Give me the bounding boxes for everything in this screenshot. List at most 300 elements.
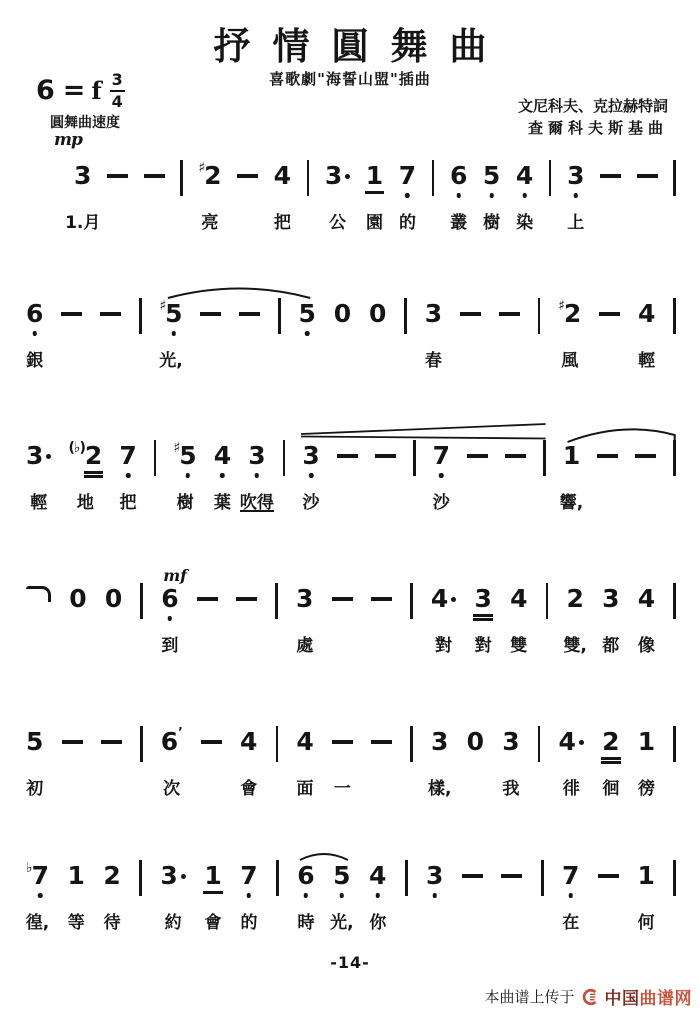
note-number: 2 <box>563 299 582 328</box>
note-token <box>562 862 579 932</box>
crescendo-hairpin <box>301 424 546 439</box>
note-number: 4 <box>637 299 656 328</box>
note-number: 0 <box>333 299 352 328</box>
duration-dash <box>505 454 526 458</box>
time-denominator: 4 <box>111 91 123 111</box>
note-token <box>103 862 120 932</box>
barline-stroke <box>307 160 310 196</box>
dash-token <box>460 300 481 370</box>
note-number: 3 <box>296 584 314 613</box>
rest-token <box>467 728 484 798</box>
lyric-text: 雙 <box>510 636 528 656</box>
note-number: 1 <box>67 861 85 890</box>
lyric-text: 對 <box>474 636 492 656</box>
barline-stroke <box>276 860 279 896</box>
duration-dash <box>332 597 353 601</box>
barline-stroke <box>276 726 279 762</box>
note-number: 3 <box>502 727 520 756</box>
lyric-text: 地 <box>76 493 94 513</box>
lyric-text: 的 <box>398 213 416 233</box>
dash-token <box>600 162 621 232</box>
dash-token <box>237 162 258 232</box>
accidental: ♭ <box>26 860 32 876</box>
dash-token <box>371 585 392 655</box>
uploader-credit <box>484 984 692 1009</box>
note-number: 1 <box>365 161 384 190</box>
duration-dash <box>462 874 483 878</box>
barline-stroke <box>673 160 676 196</box>
barline <box>139 862 142 932</box>
barline-stroke <box>541 860 544 896</box>
duration-dot <box>46 454 51 459</box>
music-system <box>26 420 676 524</box>
rest-token <box>105 585 122 655</box>
dash-token <box>332 585 353 655</box>
accidental: (♭) <box>68 440 85 456</box>
low-octave-dot <box>304 893 309 898</box>
note-number: 7 <box>433 442 450 470</box>
barline <box>139 300 142 370</box>
barline <box>180 162 183 232</box>
lyric-text: 對 <box>435 636 453 656</box>
note-number: 7 <box>399 162 416 190</box>
note-token <box>502 728 519 798</box>
note-token <box>198 162 221 232</box>
note-number: 4 <box>369 862 386 890</box>
barline-stroke <box>546 583 549 619</box>
duration-dash <box>200 312 221 316</box>
barline <box>543 442 546 512</box>
note-number: 2 <box>103 861 121 890</box>
note-number: 4 <box>214 442 231 470</box>
note-token <box>325 162 350 232</box>
note-number: 1 <box>204 861 222 890</box>
low-octave-dot <box>126 473 131 478</box>
key-note: 6 <box>36 75 55 107</box>
barline <box>404 300 407 370</box>
barline-stroke <box>278 298 281 334</box>
low-octave-dot <box>456 193 461 198</box>
music-system <box>65 140 676 244</box>
low-octave-dot <box>340 893 345 898</box>
note-number: 7 <box>562 862 579 890</box>
lyric-text: 公 <box>329 213 347 233</box>
lyric-text: 光, <box>330 913 354 933</box>
note-token <box>26 300 43 370</box>
low-octave-dot <box>255 473 260 478</box>
music-system <box>26 563 676 667</box>
note-token <box>366 162 383 232</box>
lyric-text: 銀 <box>26 351 44 371</box>
dash-token <box>100 300 121 370</box>
low-octave-dot <box>168 616 173 621</box>
duration-dash <box>375 454 396 458</box>
lyric-text: 徬 <box>637 779 655 799</box>
barline-stroke <box>673 298 676 334</box>
duration-dash <box>501 874 522 878</box>
note-number: 4 <box>296 727 314 756</box>
note-token <box>399 162 416 232</box>
duration-dash <box>599 312 620 316</box>
duration-dash <box>236 597 257 601</box>
note-number: 3 <box>26 441 44 470</box>
note-number: 5 <box>26 727 44 756</box>
note-number: 0 <box>104 584 123 613</box>
lyric-text: 光, <box>159 351 183 371</box>
barline-stroke <box>405 860 408 896</box>
dash-token <box>637 162 658 232</box>
note-number: 3 <box>602 584 620 613</box>
dash-token <box>61 300 82 370</box>
note-token <box>204 862 221 932</box>
note-number: 4 <box>637 584 656 613</box>
note-token <box>433 442 450 512</box>
note-number: 3 <box>160 861 178 890</box>
dash-token <box>467 442 488 512</box>
lyric-text: 春 <box>424 351 442 371</box>
duration-dash <box>371 597 392 601</box>
note-token <box>299 300 316 370</box>
note-number: 5 <box>179 442 196 470</box>
lyric-text: 葉 <box>213 493 231 513</box>
note-number: 3 <box>74 161 92 190</box>
equals-sign: = <box>62 75 84 107</box>
lyric-text: 雙, <box>563 636 587 656</box>
tempo-marking: 圓舞曲速度 <box>50 115 120 131</box>
note-number: 3 <box>474 584 492 613</box>
note-token <box>559 441 584 513</box>
subtitle: 喜歌劇"海誓山盟"插曲 <box>269 70 431 88</box>
barline-stroke <box>543 440 546 476</box>
barline <box>673 585 676 655</box>
lyric-text: 園 <box>366 213 383 233</box>
note-token <box>214 442 231 512</box>
lyric-text: 響, <box>559 493 584 513</box>
note-token <box>638 300 655 370</box>
barline-stroke <box>180 160 183 196</box>
lyric-text: 上 <box>567 213 585 233</box>
lyric-text: 等 <box>67 913 85 933</box>
music-system <box>26 840 676 944</box>
time-signature <box>110 72 125 110</box>
duration-dash <box>197 597 218 601</box>
note-number: 4 <box>240 727 258 756</box>
accidental: ♯ <box>558 298 564 314</box>
note-token <box>567 162 584 232</box>
rest-token <box>334 300 351 370</box>
note-number: 5 <box>333 862 350 890</box>
barline-stroke <box>154 440 157 476</box>
dash-token <box>599 300 620 370</box>
note-number: 4 <box>516 162 533 190</box>
barline <box>410 585 413 655</box>
barline-stroke <box>673 726 676 762</box>
note-number: 2 <box>602 727 620 756</box>
lyricist-credit: 文尼科夫、克拉赫特詞 <box>517 97 668 115</box>
note-number: 1 <box>637 727 656 756</box>
duration-dot <box>451 597 456 602</box>
barline-stroke <box>410 726 413 762</box>
barline <box>549 162 552 232</box>
duration-dash <box>499 312 520 316</box>
tick-mark: ’ <box>178 725 183 739</box>
low-octave-dot <box>405 193 410 198</box>
barline <box>673 442 676 512</box>
low-octave-dot <box>574 193 579 198</box>
barline-stroke <box>413 440 416 476</box>
lyric-text: 到 <box>161 636 179 656</box>
barline-stroke <box>673 440 676 476</box>
composer-credit: 查爾科夫斯基曲 <box>527 118 668 137</box>
dash-token <box>144 162 165 232</box>
lyric-text: 樣, <box>428 779 452 799</box>
note-number: 5 <box>483 162 500 190</box>
barline <box>432 162 435 232</box>
barline <box>275 585 278 655</box>
note-number: 7 <box>119 442 136 470</box>
note-token <box>558 300 581 370</box>
dash-token <box>635 442 656 512</box>
key-letter: f <box>91 76 102 106</box>
barline <box>154 442 157 512</box>
note-token <box>450 162 467 232</box>
lyric-text: 樹 <box>483 213 501 233</box>
note-number: 6 <box>450 162 467 190</box>
note-token <box>68 862 85 932</box>
low-octave-dot <box>569 893 574 898</box>
duration-dash <box>598 874 619 878</box>
barline <box>541 862 544 932</box>
note-token <box>160 725 183 799</box>
note-token <box>431 585 456 655</box>
lyric-text: 會 <box>204 913 222 933</box>
note-token <box>65 161 101 233</box>
barline <box>546 585 549 655</box>
note-number: 2 <box>566 584 584 613</box>
tie-hook-glyph <box>26 586 51 602</box>
duration-dash <box>337 454 358 458</box>
lyric-text: 染 <box>516 213 534 233</box>
note-number: 4 <box>273 161 292 190</box>
barline <box>538 300 541 370</box>
rest-token <box>69 585 86 655</box>
note-token <box>425 300 442 370</box>
note-number: 5 <box>299 300 316 328</box>
note-number: 5 <box>165 300 182 328</box>
dash-token <box>107 162 128 232</box>
tie-arc <box>168 289 310 299</box>
site-name-light: 曲谱网 <box>639 989 692 1009</box>
lyric-text: 沙 <box>302 493 320 513</box>
low-octave-dot <box>220 473 225 478</box>
note-token <box>637 862 654 932</box>
low-octave-dot <box>439 473 444 478</box>
low-octave-dot <box>433 893 438 898</box>
lyric-text: 的 <box>240 913 258 933</box>
note-token <box>274 162 291 232</box>
note-token <box>161 566 188 656</box>
note-number: 6 <box>161 585 178 613</box>
note-token <box>483 162 500 232</box>
note-number: 3 <box>424 299 443 328</box>
barline-stroke <box>673 860 676 896</box>
upload-note: 本曲谱上传于 <box>484 988 575 1006</box>
dash-token <box>501 862 522 932</box>
duration-dash <box>101 740 122 744</box>
duration-dash <box>100 312 121 316</box>
lyric-text: 徊 <box>602 779 620 799</box>
note-number: 1 <box>562 441 581 470</box>
note-number: 0 <box>369 299 387 328</box>
note-token <box>563 584 587 656</box>
rest-token <box>369 300 386 370</box>
note-number: 3 <box>567 162 584 190</box>
accidental: ♯ <box>198 160 205 176</box>
lyric-text: 時 <box>297 913 315 933</box>
lyric-text: 輕 <box>30 493 48 513</box>
dash-token <box>197 585 218 655</box>
note-token <box>638 585 655 655</box>
dash-token <box>332 728 353 798</box>
low-octave-dot <box>305 331 310 336</box>
lyric-text: 在 <box>562 913 580 933</box>
barline-stroke <box>432 160 435 196</box>
lyric-text: 我 <box>502 779 520 799</box>
note-token <box>297 862 314 932</box>
lyric-text: 像 <box>637 636 655 656</box>
lyric-text: 沙 <box>432 493 450 513</box>
low-octave-dot <box>522 193 527 198</box>
duration-dash <box>239 312 260 316</box>
note-token <box>474 585 491 655</box>
duration-dash <box>597 454 618 458</box>
barline <box>283 442 286 512</box>
dash-token <box>505 442 526 512</box>
credits <box>518 96 668 140</box>
page-title: 抒情圓舞曲 <box>213 25 509 68</box>
barline <box>538 728 541 798</box>
dash-token <box>337 442 358 512</box>
note-token <box>26 862 49 932</box>
low-octave-dot <box>32 331 37 336</box>
key-time-signature <box>36 72 125 110</box>
duration-dash <box>107 174 128 178</box>
dash-token <box>375 442 396 512</box>
note-number: 2 <box>84 441 103 470</box>
note-number: 6 <box>26 300 43 328</box>
duration-dash <box>332 740 353 744</box>
barline-stroke <box>404 298 407 334</box>
barline <box>405 862 408 932</box>
note-number: 3 <box>426 862 443 890</box>
time-numerator: 3 <box>111 70 123 89</box>
dash-token <box>499 300 520 370</box>
barline <box>278 300 281 370</box>
duration-dot <box>345 174 350 179</box>
duration-dash <box>61 312 82 316</box>
note-number: 4 <box>430 584 449 613</box>
note-token <box>510 585 527 655</box>
note-token <box>602 728 619 798</box>
lyric-text: 約 <box>164 913 182 933</box>
lyric-text: 徨, <box>25 913 50 933</box>
note-token <box>426 862 443 932</box>
lyric-text: 1.月 <box>65 213 101 233</box>
dash-token <box>62 728 83 798</box>
barline-stroke <box>139 860 142 896</box>
barline <box>413 442 416 512</box>
note-number: 6 <box>160 727 179 756</box>
barline-stroke <box>139 298 142 334</box>
barline-stroke <box>538 298 541 334</box>
note-token <box>296 728 313 798</box>
low-octave-dot <box>309 473 314 478</box>
note-token <box>173 442 196 512</box>
lyric-text: 樹 <box>176 493 194 513</box>
lyric-text: 輕 <box>638 351 656 371</box>
duration-dash <box>201 740 222 744</box>
note-token <box>240 728 257 798</box>
dash-token <box>462 862 483 932</box>
low-octave-dot <box>489 193 494 198</box>
duration-dash <box>371 740 392 744</box>
lyric-text: 把 <box>119 493 137 513</box>
note-number: 0 <box>466 727 485 756</box>
note-token <box>26 442 51 512</box>
lyric-text: 把 <box>273 213 291 233</box>
note-token <box>638 728 655 798</box>
dash-token <box>200 300 221 370</box>
lyric-text: 都 <box>602 636 620 656</box>
note-token <box>26 728 43 798</box>
page-number: -14- <box>330 953 370 972</box>
note-token <box>330 861 354 933</box>
accidental: ♯ <box>173 440 180 456</box>
music-system <box>26 278 676 382</box>
dash-token <box>236 585 257 655</box>
barline-stroke <box>283 440 286 476</box>
low-octave-dot <box>186 473 191 478</box>
lyric-text: 吹得 <box>240 488 274 512</box>
note-token <box>296 585 313 655</box>
barline-stroke <box>410 583 413 619</box>
lyric-text: 待 <box>103 913 121 933</box>
barline <box>140 585 143 655</box>
note-number: 4 <box>558 727 576 756</box>
barline <box>673 728 676 798</box>
barline-stroke <box>538 726 541 762</box>
note-token <box>239 441 274 513</box>
note-token <box>160 862 185 932</box>
note-number: 3 <box>302 442 319 470</box>
lyric-text: 處 <box>296 636 314 656</box>
low-octave-dot <box>247 893 252 898</box>
barline <box>673 162 676 232</box>
lyric-text: 初 <box>26 779 44 799</box>
note-number: 6 <box>297 862 314 890</box>
slur-arc <box>300 854 348 860</box>
barline-stroke <box>673 583 676 619</box>
note-token <box>559 728 584 798</box>
duration-dash <box>637 174 658 178</box>
dynamic-mp: mp <box>54 130 82 150</box>
barline <box>307 162 310 232</box>
duration-dash <box>144 174 165 178</box>
lyric-text: 你 <box>369 913 387 933</box>
note-token <box>68 442 102 512</box>
dash-token <box>101 728 122 798</box>
note-token <box>240 862 257 932</box>
